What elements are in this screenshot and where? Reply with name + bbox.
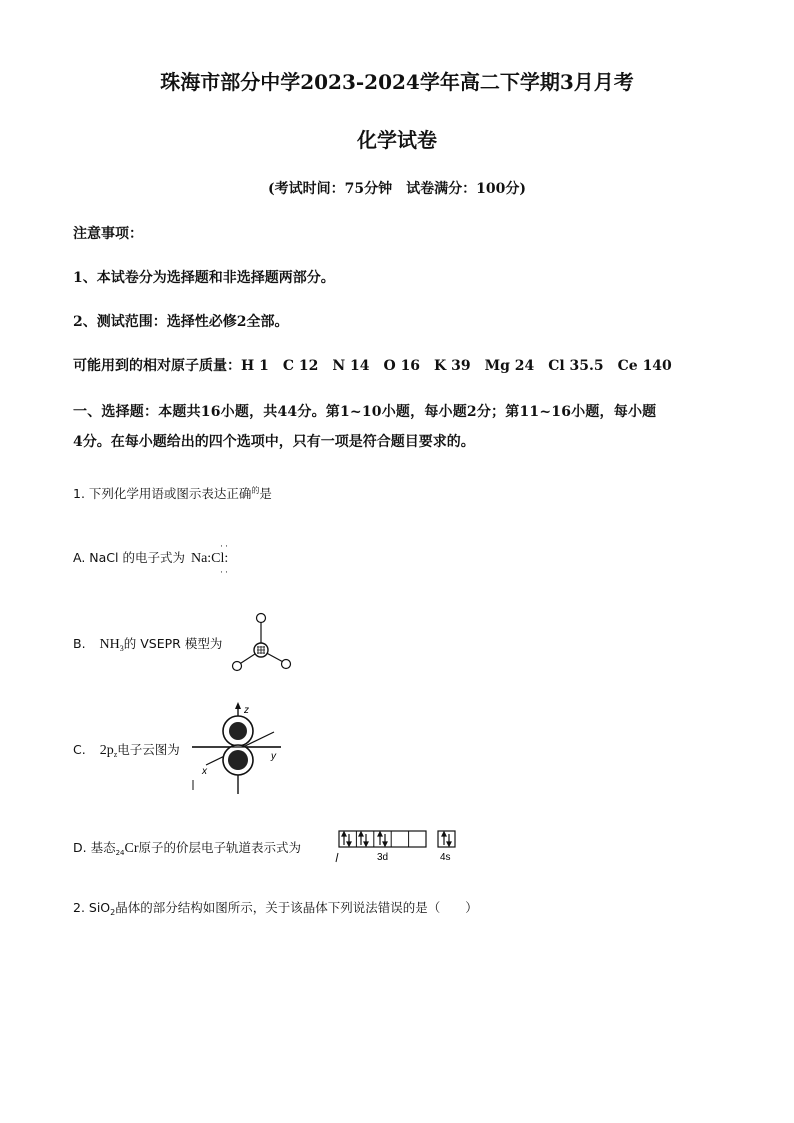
orbital-3d-label: 3d (377, 852, 389, 863)
orbital-core-top (229, 722, 247, 740)
notes-heading: 注意事项： (73, 226, 143, 242)
exam-subject: 化学试卷 (357, 128, 437, 152)
option-d-atomic-number: 24 (115, 849, 125, 857)
question-2-sub: 2 (110, 908, 116, 917)
question-1-stem-end: 是 (259, 486, 272, 501)
option-b-text: 的 VSEPR 模型为 (123, 636, 223, 651)
notes-item-1: 1、本试卷分为选择题和非选择题两部分。 (73, 270, 335, 286)
question-2-prefix: 2. SiO (73, 900, 111, 915)
atom-left (233, 662, 242, 671)
option-c-formula-sub: z (113, 750, 118, 759)
option-b-formula (100, 637, 124, 652)
atomic-masses (73, 355, 672, 375)
axis-y-label: y (271, 751, 276, 762)
option-d (73, 838, 301, 857)
axis-x-label: x (202, 766, 207, 777)
lone-pair-dots-top: ·· (219, 541, 230, 551)
option-b-formula-sub: 3 (119, 644, 124, 653)
atom-top (257, 614, 266, 623)
p-orbital-diagram (186, 702, 291, 796)
option-a-na: Na (190, 551, 208, 566)
option-d-prefix: D. 基态 (73, 840, 116, 855)
option-b-formula-main: NH (99, 637, 120, 652)
question-1-stem-text: 1. 下列化学用语或图示表达正确 (73, 486, 252, 501)
option-a (73, 541, 230, 577)
section1-line1: 一、选择题：本题共16小题，共44分。第1~10小题，每小题2分；第11~16小题，每小题 (73, 404, 657, 420)
orbital-core-bottom (228, 750, 248, 770)
option-a-text: A. NaCl 的电子式为 (73, 550, 185, 565)
exam-title: 珠海市部分中学2023-2024学年高二下学期3月月考 (160, 70, 634, 94)
option-c (73, 740, 180, 759)
orbital-3d-box (339, 831, 426, 847)
atomic-masses-label: 可能用到的相对原子质量： (73, 358, 241, 374)
option-a-cl: :Cl: (207, 551, 229, 566)
option-c-label: C. (73, 742, 86, 757)
exam-info: (考试时间：75分钟 试卷满分：100分) (268, 181, 526, 197)
option-b (73, 634, 222, 653)
option-c-formula-main: 2p (99, 743, 114, 758)
option-d-text: 原子的价层电子轨道表示式为 (138, 840, 302, 855)
vsepr-model-diagram (226, 610, 296, 672)
orbital-diagram (334, 828, 460, 864)
option-c-formula (100, 743, 118, 758)
option-a-formula (190, 541, 230, 577)
lone-pair-dots-bottom: ·· (219, 567, 230, 577)
option-b-label: B. (73, 636, 86, 651)
section1-line2: 4分。在每小题给出的四个选项中，只有一项是符合题目要求的。 (73, 434, 475, 450)
option-c-text: 电子云图为 (117, 742, 180, 757)
orbital-4s-label: 4s (440, 852, 451, 863)
atomic-masses-values: H 1 C 12 N 14 O 16 K 39 Mg 24 Cl 35.5 Ce 140 (241, 358, 672, 374)
question-2-stem (73, 898, 478, 917)
option-d-element: Cr (124, 841, 139, 856)
question-1-stem-mark: 的 (251, 485, 260, 495)
atom-right (282, 660, 291, 669)
axis-z-label: z (244, 705, 249, 716)
orbital-4s-box (438, 831, 455, 847)
notes-item-2: 2、测试范围：选择性必修2全部。 (73, 314, 289, 330)
question-2-text: 晶体的部分结构如图所示，关于该晶体下列说法错误的是（ ） (115, 900, 478, 915)
question-1-stem (73, 484, 272, 502)
